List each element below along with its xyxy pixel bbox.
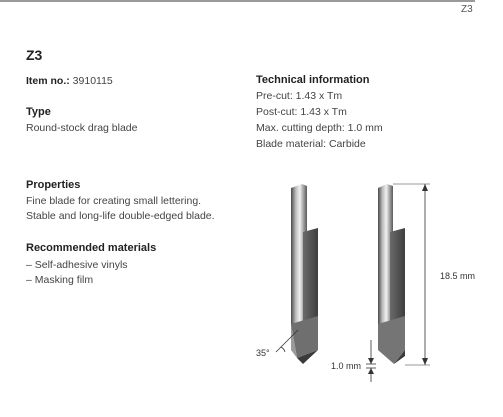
- type-value: Round-stock drag blade: [26, 122, 138, 134]
- materials-heading: Recommended materials: [26, 242, 157, 254]
- properties-heading: Properties: [26, 179, 81, 191]
- product-title: Z3: [26, 47, 43, 63]
- depth-label: 1.0 mm: [331, 361, 362, 371]
- depth-annotation: [366, 340, 376, 382]
- length-label: 18.5 mm: [440, 271, 476, 281]
- properties-line: Stable and long-life double-edged blade.: [26, 210, 215, 222]
- angle-label: 35°: [256, 348, 270, 358]
- technical-line: Blade material: Carbide: [256, 138, 366, 150]
- technical-line: Pre-cut: 1.43 x Tm: [256, 90, 343, 102]
- type-heading: Type: [26, 106, 51, 118]
- blade-front-view: [291, 184, 318, 364]
- item-number-value: 3910115: [72, 75, 113, 87]
- properties-line: Fine blade for creating small lettering.: [26, 195, 202, 207]
- page-code: Z3: [461, 4, 473, 15]
- technical-heading: Technical information: [256, 74, 370, 86]
- item-number-label: Item no.:: [26, 75, 70, 87]
- blade-side-view: [378, 184, 405, 364]
- technical-line: Post-cut: 1.43 x Tm: [256, 106, 347, 118]
- materials-item: – Self-adhesive vinyls: [26, 259, 128, 271]
- materials-item: – Masking film: [26, 274, 94, 286]
- technical-line: Max. cutting depth: 1.0 mm: [256, 122, 383, 134]
